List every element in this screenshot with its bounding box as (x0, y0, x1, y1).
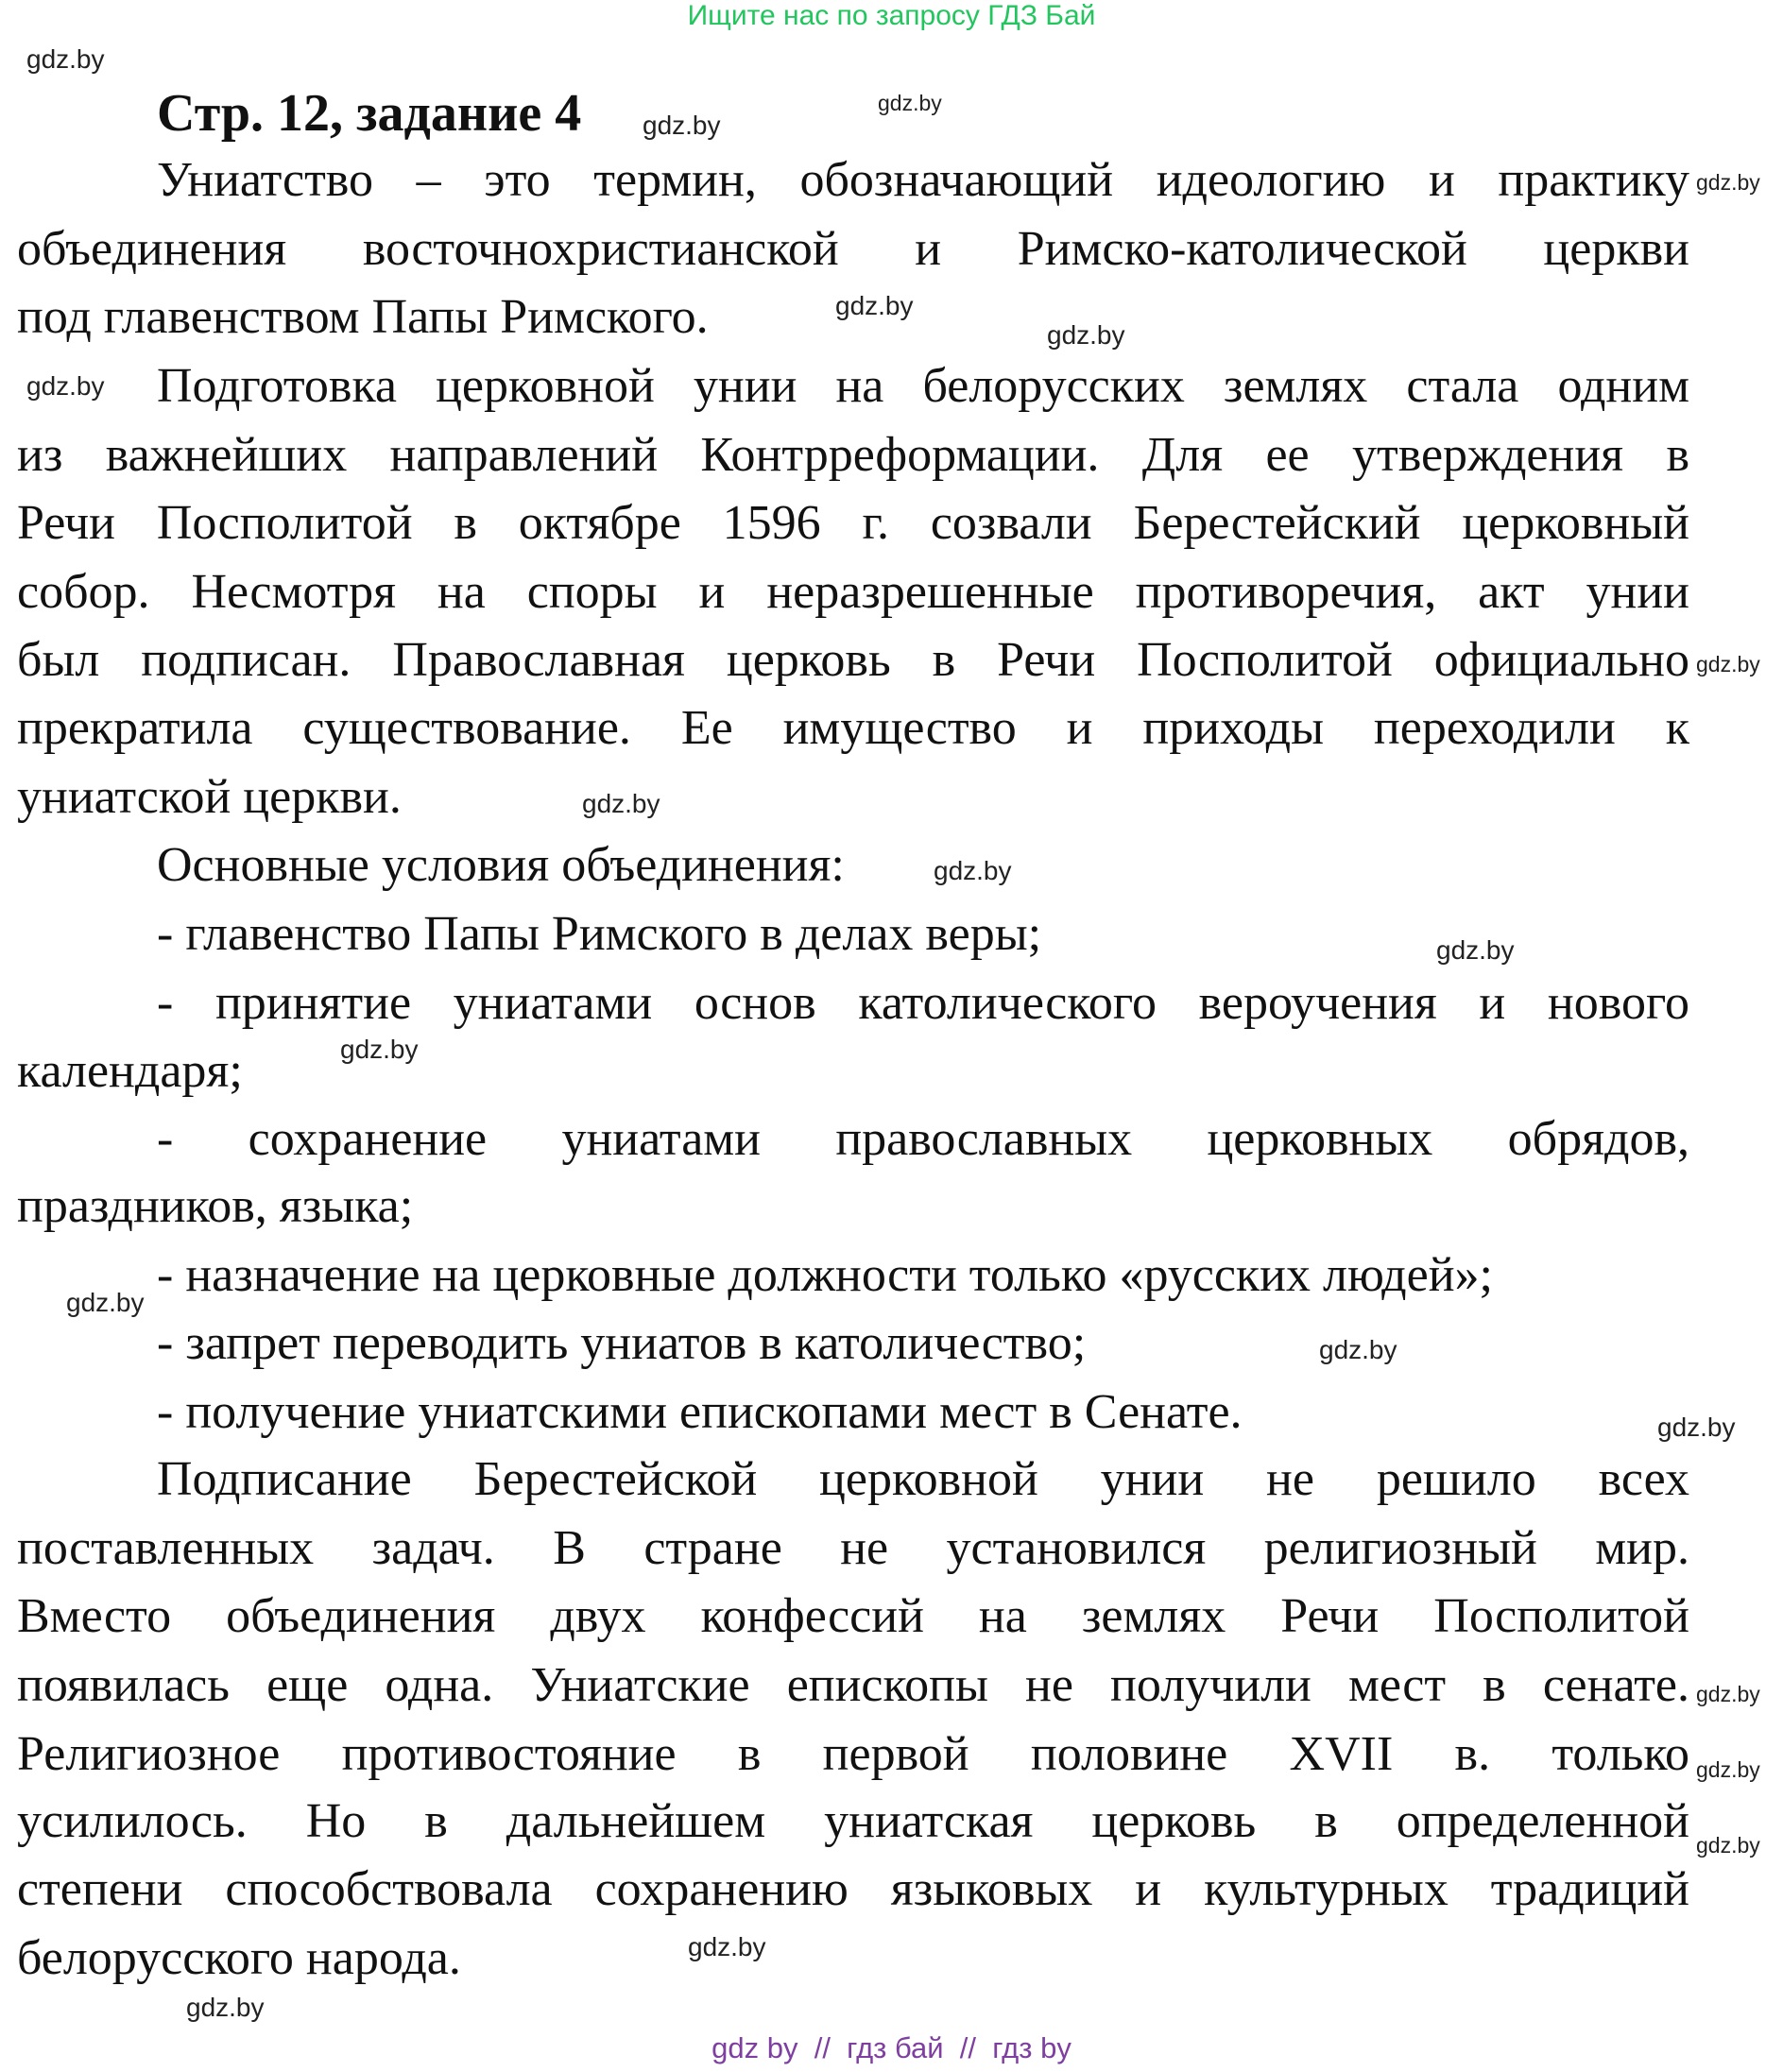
text-line: Вместо объединения двух конфессий на землях Речи Посполитой (17, 1589, 1689, 1643)
watermark: gdz.by (1696, 1833, 1760, 1858)
watermark: gdz.by (1696, 1757, 1760, 1782)
text-line: появилась еще одна. Униатские епископы не получили мест в сенате. (17, 1658, 1689, 1712)
watermark: gdz.by (340, 1035, 419, 1064)
text-line: праздников, языка; (17, 1179, 414, 1233)
watermark: gdz.by (688, 1932, 766, 1961)
watermark: gdz.by (835, 291, 914, 320)
footer-links[interactable]: gdz by // гдз бай // гдз by (711, 2031, 1072, 2064)
list-item: - принятие униатами основ католического вероучения и нового (157, 976, 1689, 1030)
watermark: gdz.by (66, 1288, 145, 1317)
watermark: gdz.by (1047, 320, 1125, 350)
text-line: был подписан. Православная церковь в Речи Посполитой официально (17, 633, 1689, 687)
watermark: gdz.by (1657, 1413, 1736, 1442)
watermark: gdz.by (643, 111, 721, 140)
watermark: gdz.by (878, 91, 942, 115)
text-line: Религиозное противостояние в первой половине XVII в. только (17, 1727, 1689, 1781)
text-line: прекратила существование. Ее имущество и приходы переходили к (17, 701, 1689, 755)
text-line: Подписание Берестейской церковной унии не решило всех (157, 1452, 1689, 1506)
watermark: gdz.by (1696, 652, 1760, 676)
watermark: gdz.by (1319, 1335, 1397, 1364)
text-line: белорусского народа. (17, 1931, 461, 1985)
text-line: степени способствовала сохранению языковых и культурных традиций (17, 1862, 1689, 1916)
text-line: Основные условия объединения: (157, 838, 845, 892)
search-banner[interactable]: Ищите нас по запросу ГДЗ Бай (687, 0, 1096, 31)
text-line: собор. Несмотря на споры и неразрешенные противоречия, акт унии (17, 565, 1689, 619)
watermark: gdz.by (582, 789, 660, 818)
watermark: gdz.by (1696, 170, 1760, 195)
text-line: поставленных задач. В стране не установился религиозный мир. (17, 1521, 1689, 1575)
text-line: усилилось. Но в дальнейшем униатская церковь в определенной (17, 1794, 1689, 1848)
text-line: из важнейших направлений Контрреформации. Для ее утверждения в (17, 428, 1689, 482)
text-line: Подготовка церковной унии на белорусских землях стала одним (157, 359, 1689, 413)
watermark: gdz.by (1436, 935, 1515, 965)
list-item: - получение униатскими епископами мест в Сенате. (157, 1385, 1243, 1439)
text-line: под главенством Папы Римского. (17, 290, 709, 344)
watermark: gdz.by (1696, 1682, 1760, 1706)
list-item: - запрет переводить униатов в католичество; (157, 1316, 1087, 1370)
list-item: - главенство Папы Римского в делах веры; (157, 907, 1042, 961)
text-line: календаря; (17, 1044, 243, 1098)
text-line: Униатство – это термин, обозначающий идеологию и практику (157, 153, 1689, 207)
watermark: gdz.by (186, 1993, 265, 2022)
watermark: gdz.by (26, 44, 105, 74)
watermark: gdz.by (26, 371, 105, 401)
list-item: - назначение на церковные должности только «русских людей»; (157, 1248, 1493, 1302)
watermark: gdz.by (934, 856, 1012, 885)
text-line: униатской церкви. (17, 770, 402, 824)
list-item: - сохранение униатами православных церковных обрядов, (157, 1112, 1689, 1166)
text-line: Речи Посполитой в октябре 1596 г. созвали Берестейский церковный (17, 496, 1689, 550)
text-line: объединения восточнохристианской и Римско-католической церкви (17, 222, 1689, 276)
page-title: Стр. 12, задание 4 (157, 84, 582, 143)
